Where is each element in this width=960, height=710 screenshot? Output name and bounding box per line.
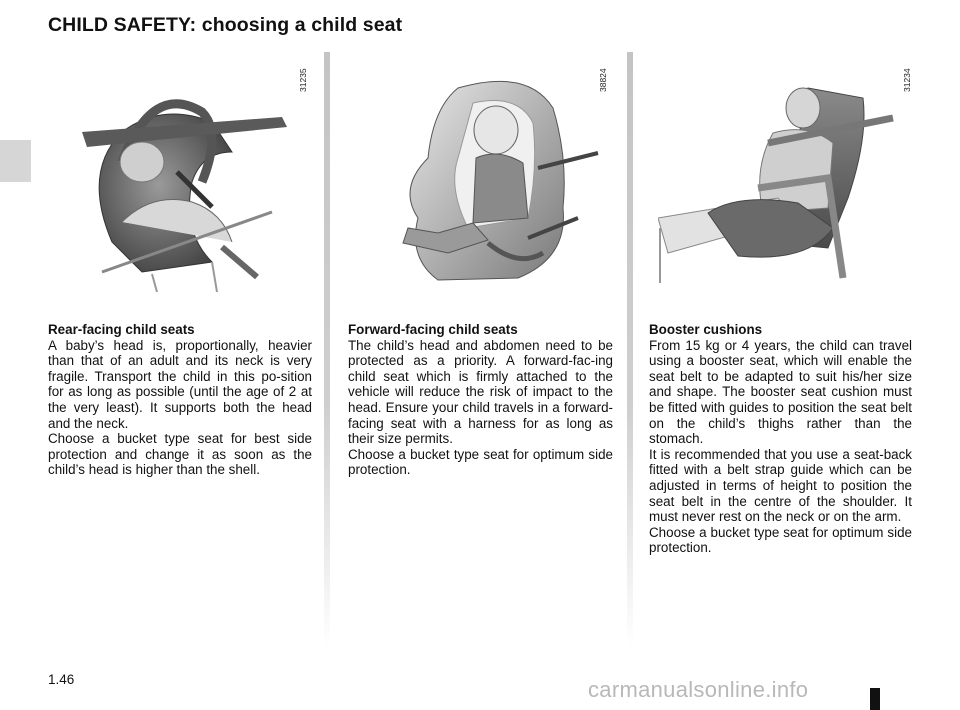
section-paragraph: It is recommended that you use a seat-back fitted with a belt strap guide which can be adjusted in terms of height to position the seat belt in the centre of the shoulder. It must never rest on the neck or on the arm. — [649, 446, 912, 525]
section-heading: Forward-facing child seats — [348, 322, 518, 337]
section-tab-marker — [0, 140, 31, 182]
watermark: carmanualsonline.info — [588, 677, 809, 702]
section-paragraph: Choose a bucket type seat for optimum side protection. — [649, 524, 912, 556]
section-heading: Rear-facing child seats — [48, 322, 195, 337]
rear-facing-section — [48, 322, 312, 478]
column-divider — [627, 52, 633, 647]
figure-number: 38824 — [598, 68, 608, 92]
section-paragraph: Choose a bucket type seat for optimum side protection. — [348, 446, 613, 478]
figure-number: 31234 — [902, 68, 912, 92]
rear-facing-seat-illustration — [82, 92, 292, 292]
section-paragraph: From 15 kg or 4 years, the child can travel using a booster seat, which will enable the seat belt to be adapted to suit his/her size and shape. The booster seat cushion must be fitted with guides to position the seat belt on the child’s thighs rather than the stomach. — [649, 337, 912, 447]
page-number: 1.46 — [48, 672, 75, 687]
section-paragraph: A baby’s head is, proportionally, heavier than that of an adult and its neck is very fragile. Transport the child in this po-sition for as long as possible (until the age of 2 at the very least). It supports both the head and the neck. — [48, 337, 312, 431]
section-paragraph: The child’s head and abdomen need to be protected as a priority. A forward-fac-ing child seat which is firmly attached to the vehicle will reduce the risk of impact to the head. Ensure your child travels in a forward-facing seat with a harness for as long as their size permits. — [348, 337, 613, 447]
booster-cushion-illustration — [658, 78, 898, 290]
section-heading: Booster cushions — [649, 322, 763, 337]
section-paragraph: Choose a bucket type seat for best side protection and change it as soon as the child’s head is higher than the shell. — [48, 431, 312, 478]
page-title: CHILD SAFETY: choosing a child seat — [48, 14, 403, 36]
figure-number: 31235 — [298, 68, 308, 92]
forward-facing-section — [348, 322, 613, 478]
corner-mark — [870, 688, 880, 710]
forward-facing-seat-illustration — [378, 68, 603, 288]
column-divider — [324, 52, 330, 647]
booster-cushion-section — [649, 322, 912, 556]
